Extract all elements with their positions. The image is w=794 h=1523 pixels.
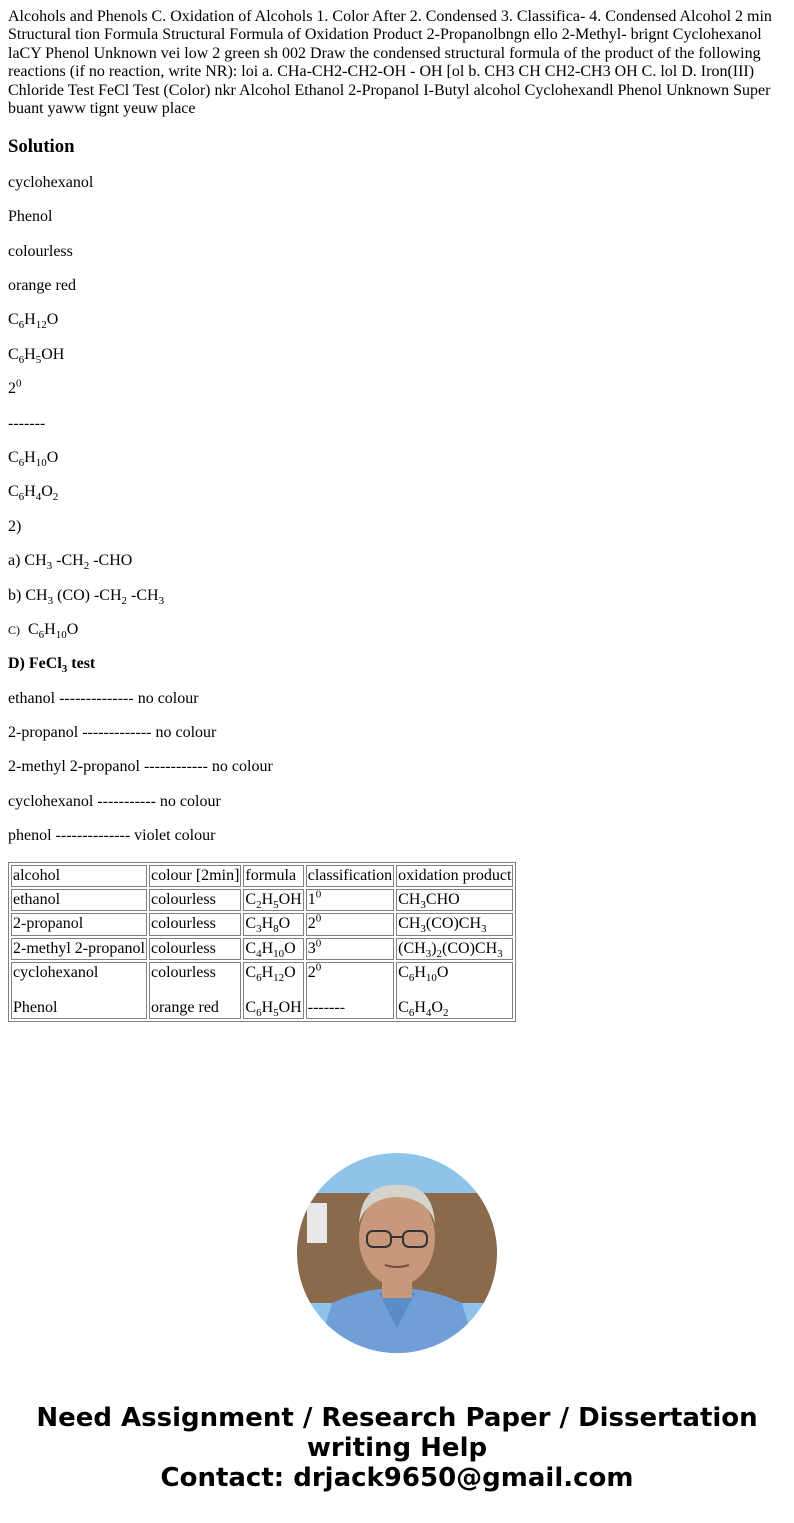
classification-line: $2^0$	[307, 961, 322, 982]
alcohol-line: cyclohexanol	[13, 964, 99, 982]
footer-line: writing Help	[306, 1433, 488, 1463]
solution-heading: Solution	[8, 136, 75, 158]
part2-answer-b: b) $CH_3$ (CO) $-CH_2$ $-CH_3$	[8, 586, 165, 607]
fecl3-line: 2-methyl 2-propanol ------------ no colour	[8, 758, 273, 776]
part2-answer-a: a) $CH_3$ $-CH_2$ -CHO	[8, 552, 133, 573]
classification-cell: $2^0$	[306, 913, 394, 935]
answer-colour-2: orange red	[8, 277, 76, 295]
author-avatar	[297, 1153, 497, 1353]
avatar-portrait	[297, 1153, 497, 1353]
answer-name-2: Phenol	[8, 208, 53, 226]
answer-formula-1: $C_6H_{12}O$	[8, 311, 59, 332]
part2-answer-c: C) $C_6H_{10}O$	[8, 620, 79, 642]
product-cell: $CH_3(CO)CH_3$	[396, 913, 513, 935]
classification-cell: $3^0$	[306, 938, 394, 960]
alcohol-line: Phenol	[13, 998, 58, 1016]
table-row	[11, 913, 513, 935]
formula-line: $C_6H_{12}O$	[245, 964, 296, 985]
table-row	[11, 938, 513, 960]
table-row	[11, 889, 513, 911]
formula-cell: $C_2H_5OH$	[245, 891, 302, 912]
answer-colour-1: colourless	[8, 242, 73, 260]
table-row	[11, 962, 513, 1019]
alcohol-cell: ethanol	[11, 889, 147, 911]
header-cell: oxidation product	[396, 865, 513, 887]
results-table	[8, 862, 516, 1022]
answer-name-1: cyclohexanol	[8, 173, 94, 191]
colour-cell	[149, 962, 241, 1019]
product-cell: $CH_3CHO$	[396, 889, 513, 911]
colour-cell: colourless	[149, 938, 241, 960]
product-cell: $(CH_3)_2(CO)CH_3$	[396, 938, 513, 960]
colour-cell: colourless	[149, 913, 241, 935]
classification-line: -------	[307, 998, 346, 1016]
header-cell: colour [2min]	[149, 865, 241, 887]
colour-line: colourless	[150, 964, 216, 982]
answer-formula-3: $C_6H_{10}O$	[8, 448, 59, 470]
alcohol-cell	[11, 962, 147, 1019]
header-cell: formula	[243, 865, 303, 887]
classification-cell	[306, 962, 394, 1019]
answer-formula-2: $C_6H_5OH$	[8, 345, 65, 366]
formula-cell: $C_3H_8O$	[243, 913, 303, 935]
formula-cell: $C_4H_{10}O$	[243, 938, 303, 960]
document-body	[8, 8, 786, 1022]
header-cell: alcohol	[11, 865, 147, 887]
alcohol-cell: 2-methyl 2-propanol	[11, 938, 147, 960]
answer-class-2: -------	[8, 414, 46, 432]
fecl3-line: 2-propanol ------------- no colour	[8, 724, 217, 742]
fecl3-heading: D) FeCl$_3$ test	[8, 655, 96, 676]
footer-banner	[0, 1403, 794, 1493]
part2-label: 2)	[8, 517, 22, 535]
table-header-row	[11, 865, 513, 887]
formula-line: $C_6H_5OH$	[245, 998, 302, 1019]
colour-cell: colourless	[149, 889, 241, 911]
formula-cell	[243, 962, 303, 1019]
product-cell	[396, 962, 513, 1019]
answer-class-1: $2^0$	[8, 377, 22, 398]
fecl3-line: cyclohexanol ----------- no colour	[8, 792, 221, 810]
footer-contact: Contact: drjack9650@gmail.com	[160, 1463, 634, 1493]
alcohol-cell: 2-propanol	[11, 913, 147, 935]
classification-cell: $1^0$	[306, 889, 394, 911]
header-cell: classification	[306, 865, 394, 887]
answer-formula-4: $C_6H_4O_2$	[8, 483, 59, 504]
question-text: Alcohols and Phenols C. Oxidation of Alcohols 1. Color After 2. Condensed 3. Classifica- 4. Condensed Alcohol 2 min Structural tion Formula Structural Formula of Oxidation Product 2-Propanolbngn ello 2-Methyl- brignt Cyclohexanol laCY Phenol Unknown vei low 2 green sh 002 Draw the condensed structural formula of the product of the following reactions (if no reaction, write NR): loi a. CHa-CH2-CH2-OH - OH [ol b. CH3 CH CH2-CH3 OH C. lol D. Iron(III) Chloride Test FeCl Test (Color) nkr Alcohol Ethanol 2-Propanol I-Butyl alcohol Cyclohexandl Phenol Unknown Super buant yaww tignt yeuw place	[8, 8, 772, 117]
fecl3-line: ethanol -------------- no colour	[8, 689, 199, 707]
product-line: $C_6H_4O_2$	[398, 998, 449, 1019]
footer-line: Need Assignment / Research Paper / Dissertation	[36, 1403, 758, 1433]
colour-line: orange red	[150, 998, 219, 1016]
product-line: $C_6H_{10}O$	[398, 964, 449, 985]
fecl3-line: phenol -------------- violet colour	[8, 827, 216, 845]
